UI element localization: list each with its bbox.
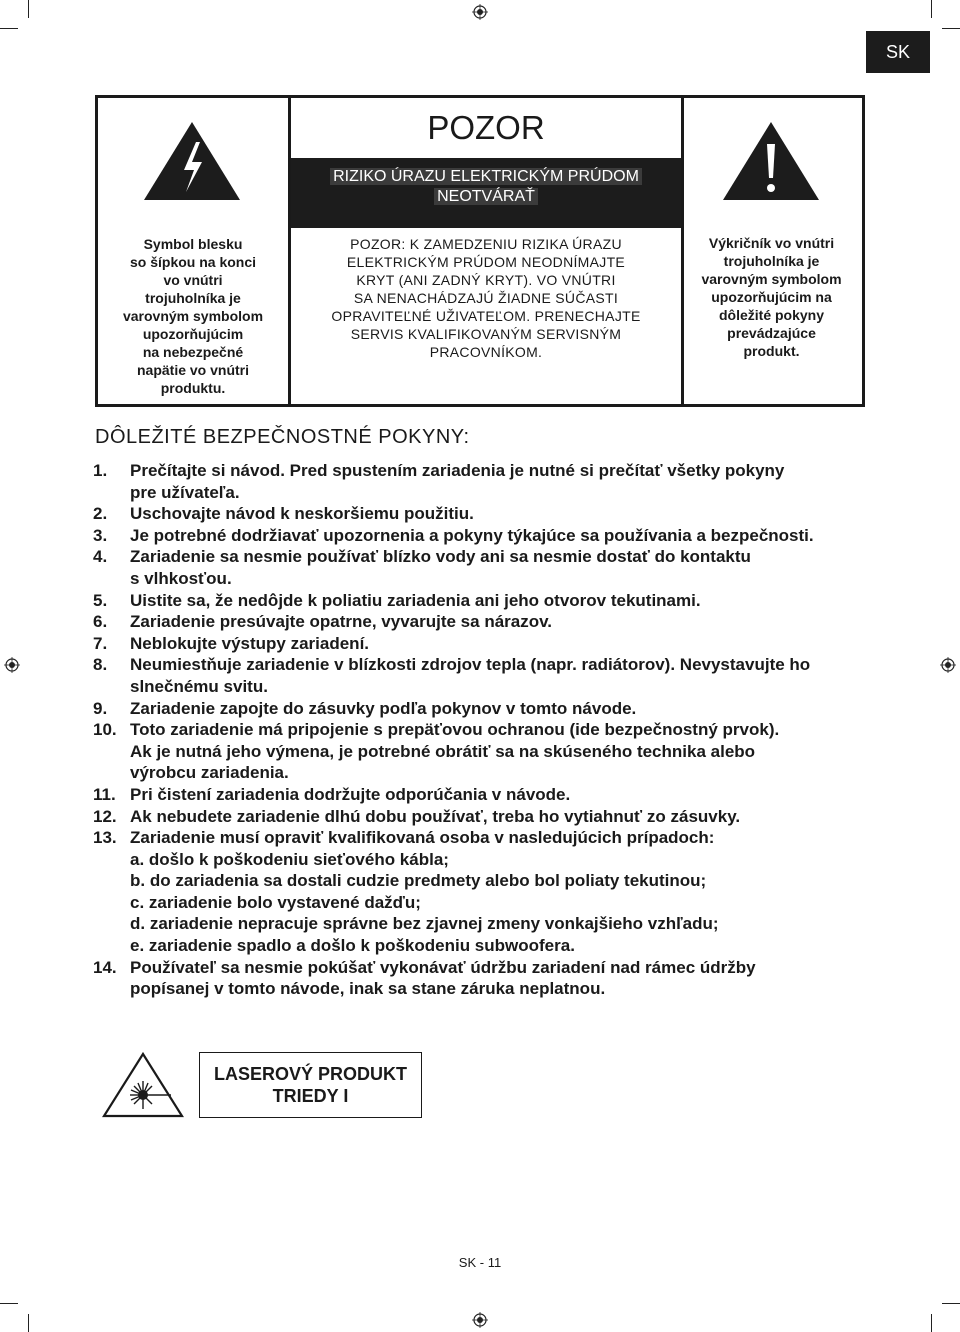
warning-left-column [98,98,288,404]
item-line: Zariadenie sa nesmie používať blízko vody ani sa nesmie dostať do kontaktu [130,547,751,567]
registration-mark-icon [472,4,488,20]
item-number: 2. [93,504,108,524]
item-line: pre užívateľa. [130,482,240,502]
list-item [93,590,873,612]
safety-heading: DÔLEŽITÉ BEZPEČNOSTNÉ POKYNY: [95,426,470,448]
item-line: popísanej v tomto návode, inak sa stane záruka neplatnou. [130,979,606,999]
text-line: prevádzajúce [727,325,816,341]
item-number: 14. [93,957,117,977]
text-line: Symbol blesku [143,236,243,252]
warning-right-column [681,98,862,404]
text-line: KRYT (ANI ZADNÝ KRYT). VO VNÚTRI [356,272,616,288]
item-line: Toto zariadenie má pripojenie s prepäťovou ochranou (ide bezpečnostný prvok). [130,720,780,740]
safety-instructions-list [93,460,873,1000]
registration-mark-icon [472,1312,488,1328]
text-line: na nebezpečné [142,344,244,360]
item-line: Je potrebné dodržiavať upozornenia a pokyny týkajúce sa používania a bezpečnosti. [130,525,814,545]
text-line: Výkričník vo vnútri [708,235,835,251]
crop-mark [0,1303,18,1304]
laser-class-label [199,1052,422,1118]
registration-mark-icon [940,657,956,673]
page-number: SK - 11 [458,1255,502,1270]
item-number: 3. [93,525,108,545]
lightning-triangle-icon [142,120,242,202]
item-line: Neumiestňuje zariadenie v blízkosti zdrojov tepla (napr. radiátorov). Nevystavujte ho [130,655,811,675]
item-line: Zariadenie presúvajte opatrne, vyvarujte sa nárazov. [130,612,553,632]
text-line: trojuholníka je [723,253,820,269]
crop-mark [942,1303,960,1304]
item-line: výrobcu zariadenia. [130,763,289,783]
list-item [93,525,873,547]
text-line: varovným symbolom [701,271,842,287]
list-item [93,611,873,633]
item-line: Pri čistení zariadenia dodržujte odporúčania v návode. [130,784,571,804]
laser-label-line: LASEROVÝ PRODUKT [213,1064,408,1084]
list-item [93,503,873,525]
item-line: slnečnému svitu. [130,676,268,696]
text-line: produkt. [743,343,800,359]
text-line: dôležité pokyny [718,307,825,323]
language-badge: SK [866,31,930,73]
list-item [93,806,873,828]
item-number: 10. [93,720,117,740]
text-line: OPRAVITEĽNÉ UŽIVATEĽOM. PRENECHAJTE [331,308,641,324]
caution-title: POZOR [427,109,545,146]
band-line: RIZIKO ÚRAZU ELEKTRICKÝM PRÚDOM [330,168,642,185]
item-number: 5. [93,590,108,610]
item-number: 6. [93,612,108,632]
warning-center-column [288,98,684,404]
item-line: Ak je nutná jeho výmena, je potrebné obrátiť sa na skúseného technika alebo [130,741,756,761]
list-item [93,546,873,589]
item-line: Používateľ sa nesmie pokúšať vykonávať údržbu zariadení nad rámec údržby [130,957,756,977]
lightning-symbol-explanation [98,235,288,397]
item-line: e. zariadenie spadlo a došlo k poškodeniu subwoofera. [130,936,575,956]
item-line: s vlhkosťou. [130,568,232,588]
text-line: upozorňujúcim na [711,289,832,305]
text-line: vo vnútri [163,272,223,288]
item-number: 4. [93,547,108,567]
text-line: trojuholníka je [145,290,241,306]
item-line: b. do zariadenia sa dostali cudzie predmety alebo bol poliaty tekutinou; [130,871,707,891]
item-line: Ak nebudete zariadenie dlhú dobu používať, treba ho vytiahnuť zo zásuvky. [130,806,741,826]
text-line: so šípkou na konci [129,254,257,270]
item-line: Zariadenie zapojte do zásuvky podľa pokynov v tomto návode. [130,698,637,718]
crop-mark [931,1314,932,1332]
text-line: napätie vo vnútri [136,362,250,378]
item-number: 12. [93,806,117,826]
caution-instructions [291,235,681,361]
item-line: Zariadenie musí opraviť kvalifikovaná osoba v nasledujúcich prípadoch: [130,828,715,848]
item-line: Uschovajte návod k neskoršiemu použitiu. [130,504,474,524]
item-line: d. zariadenie nepracuje správne bez zjavnej zmeny vonkajšieho vzhľadu; [130,914,719,934]
crop-mark [942,28,960,29]
crop-mark [931,0,932,18]
registration-mark-icon [4,657,20,673]
laser-label-line: TRIEDY I [272,1086,349,1106]
text-line: produktu. [160,380,226,396]
text-line: ELEKTRICKÝM PRÚDOM NEODNÍMAJTE [346,254,626,270]
text-line: PRACOVNÍKOM. [429,344,543,360]
list-item [93,827,873,957]
list-item [93,719,873,784]
item-number: 8. [93,655,108,675]
shock-risk-text [321,167,651,207]
text-line: varovným symbolom [122,308,264,324]
exclamation-triangle-icon [721,120,821,202]
item-line: a. došlo k poškodeniu sieťového kábla; [130,849,449,869]
item-line: Prečítajte si návod. Pred spustením zariadenia je nutné si prečítať všetky pokyny [130,461,785,480]
laser-warning-icon [101,1051,185,1119]
item-number: 13. [93,828,117,848]
crop-mark [28,0,29,18]
crop-mark [28,1314,29,1332]
item-number: 9. [93,698,108,718]
list-item [93,957,873,1000]
item-number: 11. [93,784,116,804]
item-number: 1. [93,461,108,480]
exclamation-symbol-explanation [681,234,862,360]
text-line: SERVIS KVALIFIKOVANÝM SERVISNÝM [350,326,622,342]
item-line: Uistite sa, že nedôjde k poliatiu zariadenia ani jeho otvorov tekutinami. [130,590,701,610]
text-line: SA NENACHÁDZAJÚ ŽIADNE SÚČASTI [353,290,619,306]
crop-mark [0,28,18,29]
warning-box [95,95,865,407]
item-line: Neblokujte výstupy zariadení. [130,633,370,653]
list-item [93,698,873,720]
item-number: 7. [93,633,108,653]
item-line: c. zariadenie bolo vystavené dažďu; [130,892,421,912]
list-item [93,784,873,806]
text-line: upozorňujúcim [142,326,244,342]
list-item [93,654,873,697]
text-line: POZOR: K ZAMEDZENIU RIZIKA ÚRAZU [350,236,622,252]
list-item [93,460,873,503]
list-item [93,633,873,655]
band-line: NEOTVÁRAŤ [434,188,538,205]
